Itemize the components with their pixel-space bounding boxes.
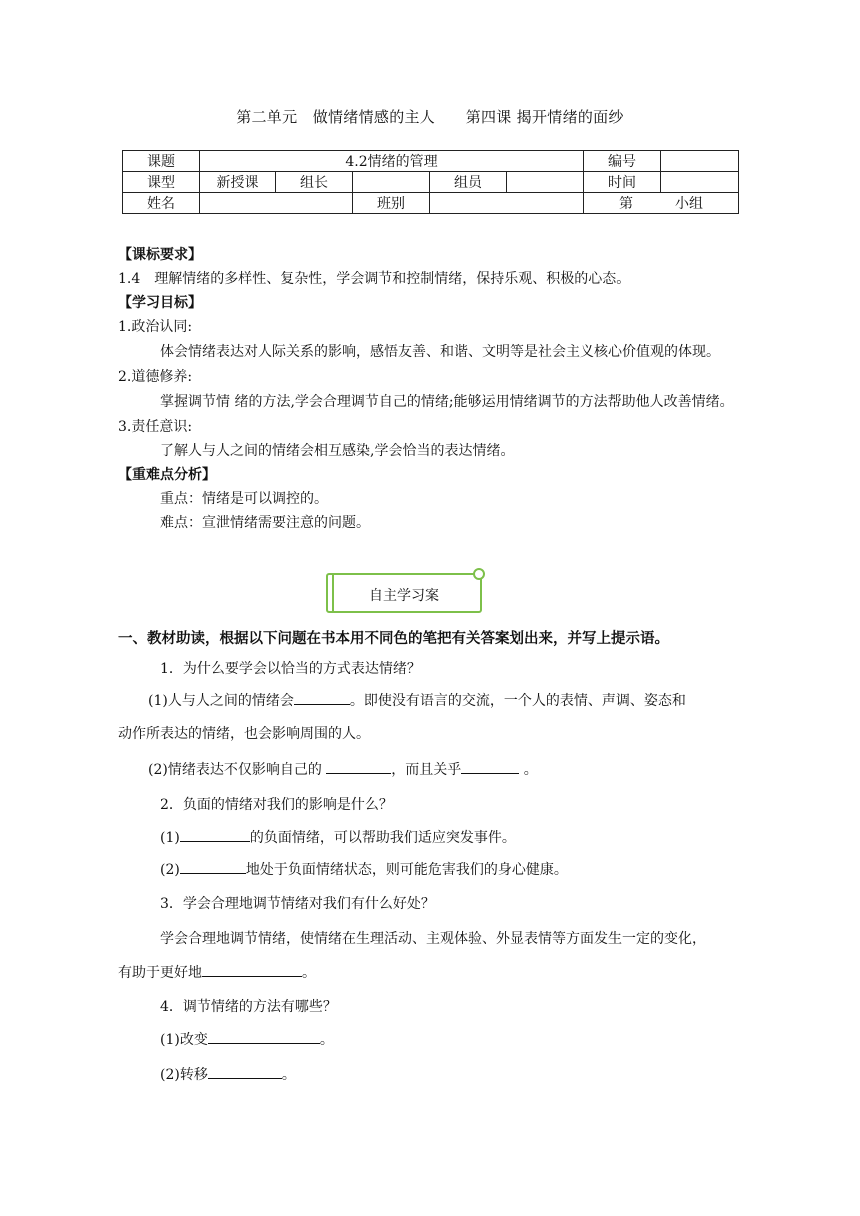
q2-answer-1: (1) 的负面情绪，可以帮助我们适应突发事件。 (160, 827, 516, 847)
label-class: 班别 (353, 193, 430, 214)
question-1: 1．为什么要学会以恰当的方式表达情绪？ (160, 661, 421, 677)
question-4: 4．调节情绪的方法有哪些？ (160, 999, 337, 1015)
answer-blank[interactable] (208, 1029, 320, 1044)
topic-value: 4.2情绪的管理 (200, 151, 584, 172)
table-row (123, 193, 739, 214)
section-banner-label: 自主学习案 (369, 588, 439, 604)
answer-blank[interactable] (326, 759, 391, 774)
name-field[interactable] (200, 193, 353, 214)
label-group-member: 组员 (430, 172, 507, 193)
difficult-point: 难点：宣泄情绪需要注意的问题。 (160, 515, 370, 531)
answer-blank[interactable] (180, 859, 246, 874)
label-group-leader: 组长 (276, 172, 353, 193)
group-member-field[interactable] (507, 172, 584, 193)
goal-2-title: 2.道德修养: (118, 369, 193, 385)
q3-answer-cont: 有助于更好地 。 (118, 962, 316, 982)
group-prefix: 第 (619, 196, 634, 212)
key-points-heading: 【重难点分析】 (118, 467, 216, 483)
q3-answer: 学会合理地调节情绪，使情绪在生理活动、主观体验、外显表情等方面发生一定的变化， (160, 931, 706, 947)
q4-answer-2: (2)转移 。 (160, 1064, 296, 1084)
goals-heading: 【学习目标】 (118, 295, 202, 311)
class-field[interactable] (430, 193, 584, 214)
label-number: 编号 (584, 151, 661, 172)
key-point: 重点：情绪是可以调控的。 (160, 491, 328, 507)
part1-heading: 一、教材助读，根据以下问题在书本用不同色的笔把有关答案划出来，并写上提示语。 (118, 630, 669, 647)
answer-blank[interactable] (208, 1064, 282, 1079)
info-table (122, 150, 739, 214)
group-number-field[interactable] (584, 193, 739, 214)
group-suffix: 小组 (675, 196, 704, 212)
q1-answer-2: (2)情绪表达不仅影响自己的 ，而且关乎 。 (148, 759, 538, 779)
question-3: 3．学会合理地调节情绪对我们有什么好处？ (160, 896, 435, 912)
standards-text: 1.4 理解情绪的多样性、复杂性，学会调节和控制情绪，保持乐观、积极的心态。 (118, 271, 631, 287)
lesson-type-value: 新授课 (200, 172, 276, 193)
q1-answer-1: (1)人与人之间的情绪会 。即使没有语言的交流，一个人的表情、声调、姿态和 (148, 690, 686, 710)
label-lesson-type: 课型 (123, 172, 200, 193)
q4-answer-1: (1)改变 。 (160, 1029, 334, 1049)
answer-blank[interactable] (461, 759, 519, 774)
label-name: 姓名 (123, 193, 200, 214)
goal-1-title: 1.政治认同: (118, 319, 193, 335)
q1-answer-1-cont: 动作所表达的情绪，也会影响周围的人。 (118, 726, 370, 742)
label-topic: 课题 (123, 151, 200, 172)
time-field[interactable] (661, 172, 739, 193)
answer-blank[interactable] (180, 827, 250, 842)
answer-blank[interactable] (294, 690, 350, 705)
page-title: 第二单元 做情绪情感的主人 第四课 揭开情绪的面纱 (236, 108, 624, 126)
question-2: 2．负面的情绪对我们的影响是什么？ (160, 797, 393, 813)
standards-heading: 【课标要求】 (118, 247, 202, 263)
group-leader-field[interactable] (353, 172, 430, 193)
table-row (123, 151, 739, 172)
label-time: 时间 (584, 172, 661, 193)
q2-answer-2: (2) 地处于负面情绪状态，则可能危害我们的身心健康。 (160, 859, 568, 879)
section-banner-scroll (326, 573, 482, 613)
table-row (123, 172, 739, 193)
goal-2-text: 掌握调节情 绪的方法,学会合理调节自己的情绪;能够运用情绪调节的方法帮助他人改善情绪。 (160, 394, 734, 410)
goal-1-text: 体会情绪表达对人际关系的影响，感悟友善、和谐、文明等是社会主义核心价值观的体现。 (160, 344, 720, 360)
standards-section (118, 243, 738, 535)
number-field[interactable] (661, 151, 739, 172)
goal-3-title: 3.责任意识: (118, 419, 193, 435)
goal-3-text: 了解人与人之间的情绪会相互感染,学会恰当的表达情绪。 (160, 443, 515, 459)
answer-blank[interactable] (202, 962, 302, 977)
